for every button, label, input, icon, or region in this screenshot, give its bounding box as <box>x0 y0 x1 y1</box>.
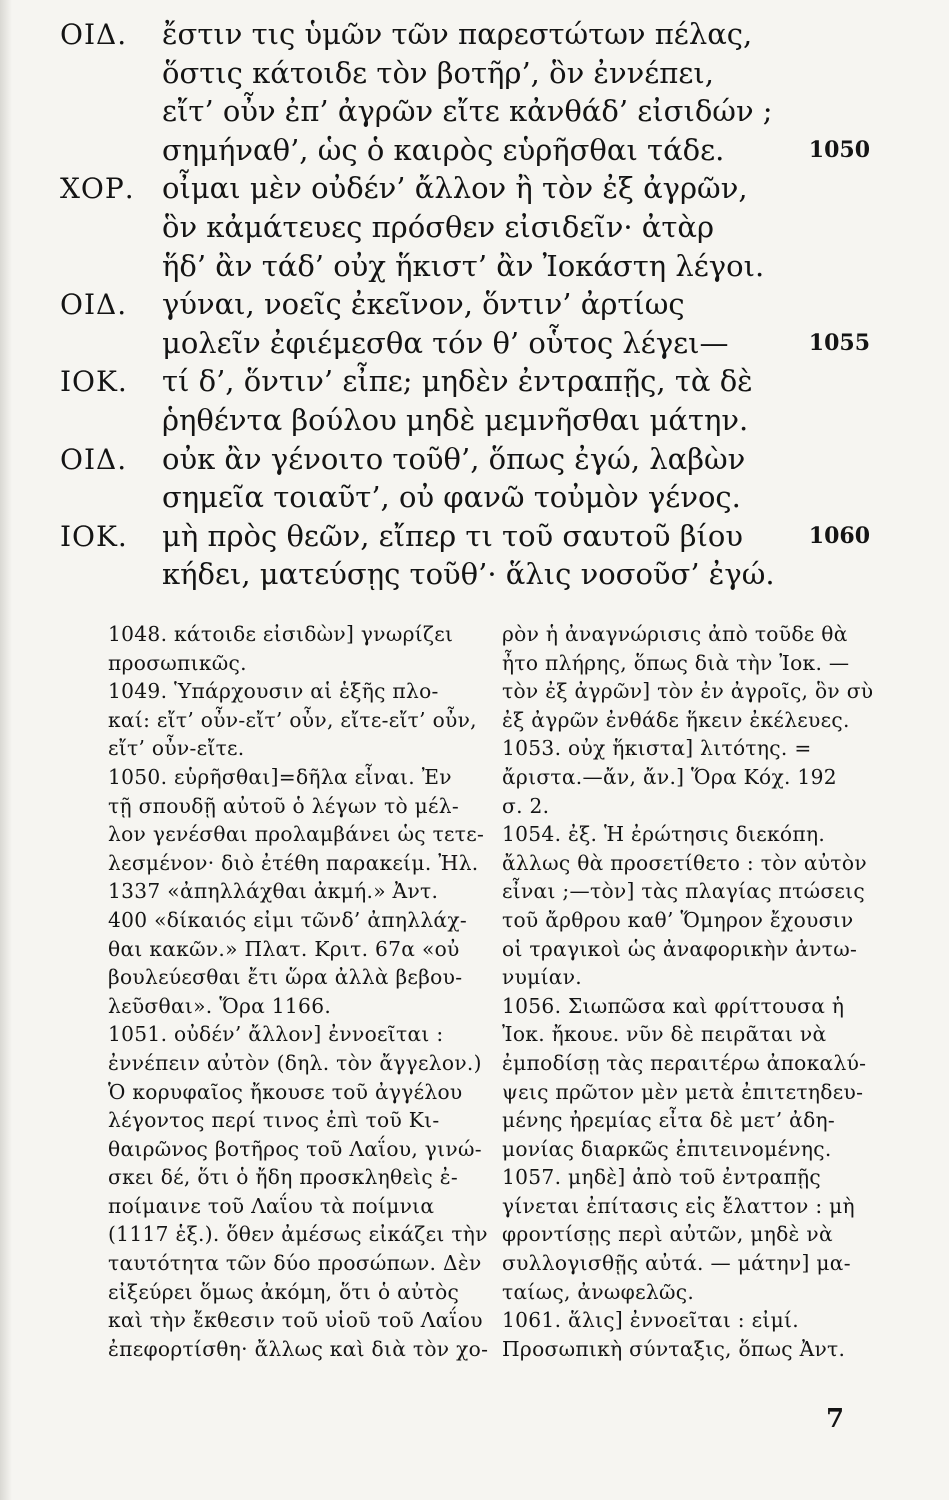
note-line: 1061. ἅλις] ἐννοεῖται : εἰμί. <box>502 1308 799 1333</box>
note-line: Ἰοκ. ἤκουε. νῦν δὲ πειρᾶται νὰ <box>502 1022 827 1047</box>
note-line: σκει δέ, ὅτι ὁ ἤδη προσκληθεὶς ἐ- <box>108 1165 459 1190</box>
note-line: 400 «δίκαιός εἰμι τῶνδ’ ἀπηλλάχ- <box>108 907 467 932</box>
note-line: 1057. μηδὲ] ἀπὸ τοῦ ἐντραπῇς <box>502 1165 822 1190</box>
verse-line <box>0 554 949 595</box>
notes-left-column <box>108 620 498 1363</box>
verse-speaker: ΧΟΡ. <box>60 172 135 206</box>
verse-text: ἥδ’ ἂν τάδ’ οὐχ ἥκιστ’ ἂν Ἰοκάστη λέγοι. <box>162 248 765 283</box>
note-line: ἐμποδίσῃ τὰς περαιτέρω ἀποκαλύ- <box>502 1050 867 1075</box>
verse-text: εἴτ’ οὖν ἐπ’ ἀγρῶν εἴτε κἀνθάδ’ εἰσιδών ; <box>162 94 773 129</box>
note-line: βουλεύεσθαι ἔτι ὥρα ἀλλὰ βεβου- <box>108 965 463 990</box>
note-line: ταυτότητα τῶν δύο προσώπων. Δὲν <box>108 1251 482 1276</box>
verse-text: ὅστις κάτοιδε τὸν βοτῆρ’, ὃν ἐννέπει, <box>162 55 714 90</box>
note-line: εἴτ’ οὖν-εἴτε. <box>108 736 245 761</box>
verse-text: γύναι, νοεῖς ἐκεῖνον, ὅντιν’ ἀρτίως <box>162 287 685 322</box>
note-line: ἐπεφορτίσθη· ἄλλως καὶ διὰ τὸν χο- <box>108 1336 489 1361</box>
note-line: λεῦσθαι». Ὅρα 1166. <box>108 993 332 1018</box>
verse-text: ὃν κἀμάτευες πρόσθεν εἰσιδεῖν· ἀτὰρ <box>162 210 715 244</box>
note-line: λον γενέσθαι προλαμβάνει ὡς τετε- <box>108 822 485 847</box>
verse-speaker: ΟΙΔ. <box>60 288 128 322</box>
note-line: 1337 «ἀπηλλάχθαι ἀκμή.» Ἀντ. <box>108 879 439 904</box>
page-number: 7 <box>826 1404 845 1434</box>
note-line: ποίμαινε τοῦ Λαΐου τὰ ποίμνια <box>108 1193 435 1218</box>
verse-line <box>0 53 949 94</box>
note-line: Προσωπικὴ σύνταξις, ὅπως Ἀντ. <box>502 1336 846 1361</box>
verse-text: σημεῖα τοιαῦτ’, οὐ φανῶ τοὐμὸν γένος. <box>162 480 741 515</box>
note-line: εἶναι ;—τὸν] τὰς πλαγίας πτώσεις <box>502 879 865 904</box>
verse-text: κήδει, ματεύσῃς τοῦθ’· ἅλις νοσοῦσ’ ἐγώ. <box>162 557 775 592</box>
note-line: ἐννέπειν αὐτὸν (δηλ. τὸν ἄγγελον.) <box>108 1050 482 1075</box>
note-line: λέγοντος περί τινος ἐπὶ τοῦ Κι- <box>108 1108 440 1133</box>
verse-speaker: ΙΟΚ. <box>60 519 128 553</box>
note-line: ψεις πρῶτον μὲν μετὰ ἐπιτετηδευ- <box>502 1079 864 1104</box>
note-line: θαι κακῶν.» Πλατ. Κριτ. 67α «οὐ <box>108 936 460 961</box>
verse-line <box>0 130 949 171</box>
note-line: (1117 ἑξ.). ὅθεν ἀμέσως εἰκάζει τὴν <box>108 1222 488 1247</box>
verse-line <box>0 91 949 132</box>
note-line: ρὸν ἡ ἀναγνώρισις ἀπὸ τοῦδε θὰ <box>502 622 848 646</box>
verse-text: ἔστιν τις ὑμῶν τῶν παρεστώτων πέλας, <box>162 17 753 51</box>
note-line: ἄλλως θὰ προσετίθετο : τὸν αὐτὸν <box>502 850 867 875</box>
note-line: φροντίσῃς περὶ αὐτῶν, μηδὲ νὰ <box>502 1222 833 1247</box>
verse-speaker: ΙΟΚ. <box>60 365 128 399</box>
verse-line <box>0 14 949 55</box>
verse-text: οὐκ ἂν γένοιτο τοῦθ’, ὅπως ἐγώ, λαβὼν <box>162 441 746 476</box>
note-line: 1054. ἐξ. Ἡ ἐρώτησις διεκόπη. <box>502 822 826 847</box>
note-line: 1049. Ὑπάρχουσιν αἱ ἑξῆς πλο- <box>108 679 439 704</box>
note-line: 1050. εὑρῆσθαι]=δῆλα εἶναι. Ἐν <box>108 764 452 789</box>
note-line: γίνεται ἐπίτασις εἰς ἔλαττον : μὴ <box>502 1193 855 1218</box>
note-line: συλλογισθῇς αὐτά. — μάτην] μα- <box>502 1251 851 1276</box>
verse-line <box>0 361 949 402</box>
note-line: εἰξεύρει ὅμως ἀκόμη, ὅτι ὁ αὐτὸς <box>108 1279 460 1304</box>
note-line: θαιρῶνος βοτῆρος τοῦ Λαΐου, γινώ- <box>108 1136 482 1161</box>
verse-text: μολεῖν ἐφιέμεσθα τόν θ’ οὗτος λέγει— <box>162 325 729 360</box>
note-line: 1051. οὐδέν’ ἄλλον] ἐννοεῖται : <box>108 1022 444 1047</box>
verse-text: ῥηθέντα βούλου μηδὲ μεμνῆσθαι μάτην. <box>162 403 749 437</box>
note-line: 1053. οὐχ ἥκιστα] λιτότης. = <box>502 736 812 761</box>
verse-text: μὴ πρὸς θεῶν, εἴπερ τι τοῦ σαυτοῦ βίου <box>162 518 743 553</box>
note-line: 1056. Σιωπῶσα καὶ φρίττουσα ἡ <box>502 993 845 1018</box>
note-line: τὸν ἐξ ἀγρῶν] τὸν ἐν ἀγροῖς, ὃν σὺ <box>502 679 874 704</box>
note-line: καὶ τὴν ἔκθεσιν τοῦ υἱοῦ τοῦ Λαΐου <box>108 1308 483 1333</box>
verse-speaker: ΟΙΔ. <box>60 442 128 476</box>
verse-line-number: 1050 <box>808 136 870 163</box>
note-line: τοῦ ἄρθρου καθ’ Ὅμηρον ἔχουσιν <box>502 907 854 932</box>
verse-line <box>0 400 949 441</box>
note-line: 1048. κάτοιδε εἰσιδὼν] γνωρίζει <box>108 622 454 646</box>
verse-line <box>0 323 949 364</box>
verse-line <box>0 516 949 557</box>
note-line: οἱ τραγικοὶ ὡς ἀναφορικὴν ἀντω- <box>502 936 858 961</box>
verse-line <box>0 439 949 480</box>
verse-text: οἶμαι μὲν οὐδέν’ ἄλλον ἢ τὸν ἐξ ἀγρῶν, <box>162 171 748 206</box>
note-line: σ. 2. <box>502 793 550 818</box>
note-line: Ὁ κορυφαῖος ἤκουσε τοῦ ἀγγέλου <box>108 1079 463 1104</box>
verse-speaker: ΟΙΔ. <box>60 18 128 51</box>
notes-right-column <box>502 620 892 1363</box>
verse-line <box>0 168 949 209</box>
verse-line <box>0 246 949 287</box>
note-line: ταίως, ἀνωφελῶς. <box>502 1279 695 1304</box>
verse-text: σημήναθ’, ὡς ὁ καιρὸς εὑρῆσθαι τάδε. <box>162 132 725 167</box>
verse-line <box>0 477 949 518</box>
note-line: ἐξ ἀγρῶν ἐνθάδε ἥκειν ἐκέλευες. <box>502 707 850 732</box>
note-line: προσωπικῶς. <box>108 650 247 675</box>
verse-line-number: 1060 <box>808 522 870 549</box>
note-line: καί: εἴτ’ οὖν-εἴτ’ οὖν, εἴτε-εἴτ’ οὖν, <box>108 707 477 732</box>
note-line: μονίας διαρκῶς ἐπιτεινομένης. <box>502 1136 832 1161</box>
verse-line-number: 1055 <box>808 329 870 356</box>
note-line: τῇ σπουδῇ αὐτοῦ ὁ λέγων τὸ μέλ- <box>108 793 460 818</box>
note-line: μένης ἠρεμίας εἶτα δὲ μετ’ ἀδη- <box>502 1108 836 1133</box>
note-line: ἦτο πλήρης, ὅπως διὰ τὴν Ἰοκ. — <box>502 650 850 675</box>
verse-text: τί δ’, ὅντιν’ εἶπε; μηδὲν ἐντραπῇς, τὰ δὲ <box>162 364 753 399</box>
note-line: λεσμένον· διὸ ἐτέθη παρακείμ. Ἠλ. <box>108 850 479 875</box>
note-line: ἄριστα.—ἄν, ἄν.] Ὅρα Κόχ. 192 <box>502 764 837 789</box>
verse-line <box>0 284 949 325</box>
verse-line <box>0 207 949 248</box>
note-line: νυμίαν. <box>502 965 583 990</box>
